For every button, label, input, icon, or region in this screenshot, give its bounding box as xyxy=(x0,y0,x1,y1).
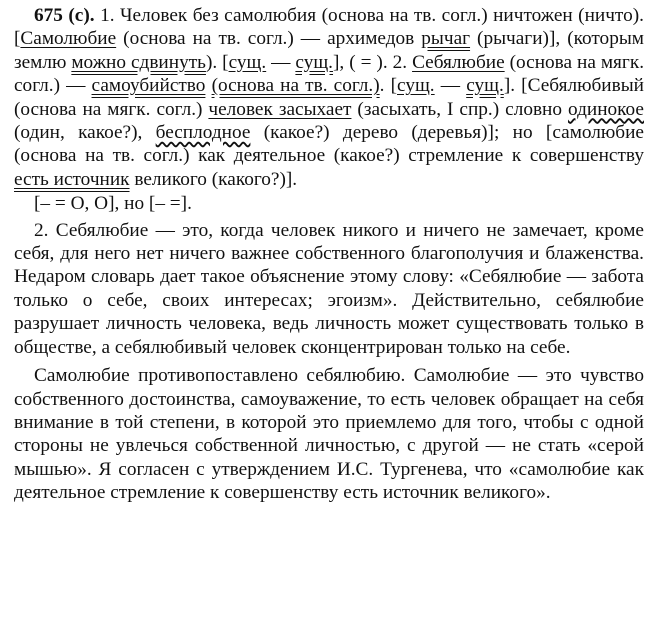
analysis-text: (какое?) дерево (деревья)]; но [самолюбие (основа на тв. согл.) как деятельное (какое?) стремление к совершенству xyxy=(14,122,644,167)
predicate-word: сущ. xyxy=(295,51,334,73)
analysis-text: великого (какого?)]. xyxy=(129,168,298,190)
subject-word: Себялюбие xyxy=(412,51,505,73)
predicate-word: самоубийство xyxy=(91,75,206,97)
analysis-text: ]. [Себялюбивый (основа на мягк. согл.) xyxy=(14,75,644,120)
predicate-word: (основа на тв. согл.) xyxy=(211,75,380,97)
analysis-text: (основа на тв. согл.) — архимедов xyxy=(116,28,422,50)
definition-word: бесплодное xyxy=(155,122,251,144)
analysis-text: 2. xyxy=(392,51,413,73)
subject-word: сущ. xyxy=(397,75,435,97)
definition-word: одинокое xyxy=(568,98,644,120)
sentence-scheme: [– = О, О], но [– =]. xyxy=(34,193,192,215)
analysis-text: (засыхать, I спр.) словно xyxy=(351,98,568,120)
exercise-number: 675 (с). xyxy=(34,5,95,26)
essay-paragraph: Самолюбие противопоставлено себялюбию. Самолюбие — это чувство собственного достоинства, самоуважение, то есть человек обращает на себя внимание в той степени, в которой это приемлемо для того, чтобы с одной стороны не увлечься собственной личностью, с другой — не стать «серой мышью». Я согласен с утверждением И.С. Тургенева, что «самолюбие как деятельное стремление к совершенству есть источник великого». xyxy=(14,365,644,504)
predicate-word: рычаг xyxy=(421,28,471,50)
subject-word: сущ. xyxy=(228,51,267,73)
analysis-text: (основа на мягк. согл.) — xyxy=(14,51,645,97)
analysis-text: . [ xyxy=(379,75,398,97)
analysis-text: ). [ xyxy=(205,51,229,73)
predicate-word: сущ. xyxy=(466,75,504,97)
analysis-text: (один, какое?), xyxy=(14,122,156,144)
subject-word: человек засыхает xyxy=(208,98,352,120)
subject-word: Самолюбие xyxy=(20,28,117,50)
analysis-text: — xyxy=(266,51,296,73)
analysis-text: (рычаги)], (которым землю xyxy=(14,28,644,73)
predicate-word: есть источник xyxy=(14,168,130,190)
analysis-text: 1. Человек без самолюбия (основа на тв. согл.) ничтожен (ничто). [ xyxy=(14,5,644,50)
analysis-text: — xyxy=(434,75,467,97)
essay-paragraph: 2. Себялюбие — это, когда человек никого и ничего не замечает, кроме себя, для него нет ничего важнее собственного благополучия и блаженства. Недаром словарь дает такое объяснение этому слову: «Себялюбие — забота только о себе, своих интересах; эгоизм». Действительно, себялюбие разрушает личность человека, ведь личность может существовать только в обществе, а себялюбивый человек сконцентрирован только на себе. xyxy=(14,219,644,358)
analysis-text: ], ( = ). xyxy=(333,51,388,73)
analysis-paragraph xyxy=(14,4,644,191)
predicate-word: можно сдвинуть xyxy=(71,51,206,73)
